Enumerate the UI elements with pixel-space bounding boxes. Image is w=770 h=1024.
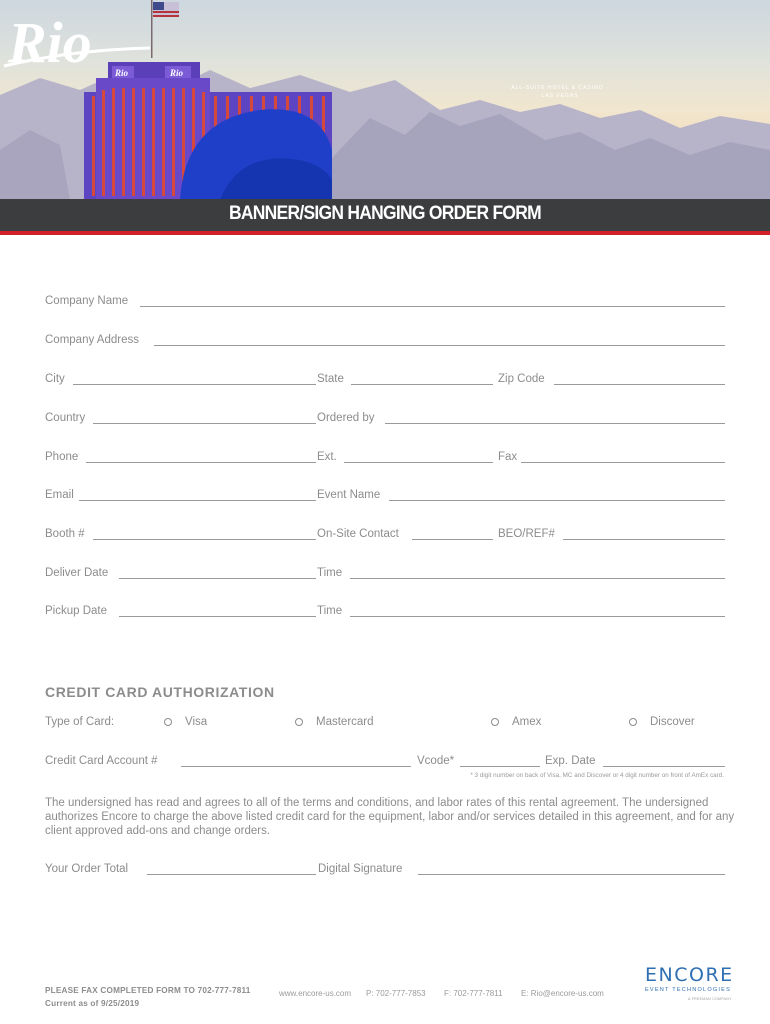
visa-radio[interactable] (164, 718, 172, 726)
digital-signature-field[interactable] (418, 874, 725, 875)
amex-radio[interactable] (491, 718, 499, 726)
fax-instruction: PLEASE FAX COMPLETED FORM TO 702-777-7811 (45, 986, 251, 995)
credit-card-heading: CREDIT CARD AUTHORIZATION (45, 684, 275, 700)
mastercard-radio[interactable] (295, 718, 303, 726)
email-label: Email (45, 489, 74, 501)
zip-code-label: Zip Code (498, 373, 545, 385)
encore-logo: ENCORE (645, 964, 734, 986)
state-label: State (317, 373, 344, 385)
event-name-label: Event Name (317, 489, 381, 501)
website-link[interactable]: www.encore-us.com (279, 989, 352, 998)
order-total-field[interactable] (147, 874, 316, 875)
header-photo (0, 0, 770, 200)
encore-parent-company: A FREEMAN COMPANY (688, 997, 732, 1001)
discover-label: Discover (650, 716, 695, 728)
order-total-label: Your Order Total (45, 863, 129, 875)
pickup-date-field[interactable] (119, 616, 316, 617)
svg-text:Rio: Rio (170, 68, 184, 78)
footer-phone: P: 702-777-7853 (366, 989, 426, 998)
deliver-time-label: Time (317, 567, 343, 579)
phone-field[interactable] (86, 462, 316, 463)
exp-date-field[interactable] (603, 766, 725, 767)
ordered-by-label: Ordered by (317, 412, 375, 424)
encore-logo-subtitle: EVENT TECHNOLOGIES (645, 987, 732, 993)
logo-tagline: ALL-SUITE HOTEL & CASINO · LAS VEGAS (511, 85, 609, 99)
zip-code-field[interactable] (554, 384, 725, 385)
footer-email[interactable]: E: Rio@encore-us.com (521, 989, 604, 998)
beo-ref-label: BEO/REF# (498, 528, 555, 540)
exp-date-label: Exp. Date (545, 755, 596, 767)
pickup-time-label: Time (317, 605, 343, 617)
country-field[interactable] (93, 423, 316, 424)
deliver-date-label: Deliver Date (45, 567, 109, 579)
pickup-time-field[interactable] (350, 616, 725, 617)
event-name-field[interactable] (389, 500, 725, 501)
type-of-card-label: Type of Card: (45, 716, 115, 728)
vcode-footnote: * 3 digit number on back of Visa, MC and Discover or 4 digit number on front of AmEx card. (470, 772, 724, 779)
svg-text:Rio: Rio (8, 10, 92, 75)
fax-field[interactable] (521, 462, 725, 463)
company-name-label: Company Name (45, 295, 129, 307)
ordered-by-field[interactable] (385, 423, 725, 424)
country-label: Country (45, 412, 86, 424)
email-field[interactable] (79, 500, 316, 501)
title-bar (0, 199, 770, 231)
vcode-label: Vcode* (417, 755, 455, 767)
footer-fax: F: 702-777-7811 (444, 989, 503, 998)
onsite-contact-label: On-Site Contact (317, 528, 399, 540)
beo-ref-field[interactable] (563, 539, 725, 540)
card-account-field[interactable] (181, 766, 411, 767)
state-field[interactable] (351, 384, 493, 385)
fax-label: Fax (498, 451, 518, 463)
authorization-paragraph: The undersigned has read and agrees to all of the terms and conditions, and labor rates of this rental agreement. The undersigned authorizes Encore to charge the above listed credit card for the equipment, labor and/or services detailed in this agreement, and for any client approved add-ons and change orders. (45, 797, 735, 837)
card-account-label: Credit Card Account # (45, 755, 158, 767)
discover-radio[interactable] (629, 718, 637, 726)
deliver-time-field[interactable] (350, 578, 725, 579)
deliver-date-field[interactable] (119, 578, 316, 579)
onsite-contact-field[interactable] (412, 539, 493, 540)
current-as-of: Current as of 9/25/2019 (45, 999, 140, 1008)
svg-text:Rio: Rio (115, 68, 129, 78)
booth-field[interactable] (93, 539, 316, 540)
ext-label: Ext. (317, 451, 337, 463)
amex-label: Amex (512, 716, 542, 728)
booth-label: Booth # (45, 528, 85, 540)
mastercard-label: Mastercard (316, 716, 374, 728)
city-field[interactable] (73, 384, 316, 385)
company-name-field[interactable] (140, 306, 725, 307)
city-label: City (45, 373, 65, 385)
form-title: BANNER/SIGN HANGING ORDER FORM (229, 203, 541, 224)
pickup-date-label: Pickup Date (45, 605, 108, 617)
company-address-label: Company Address (45, 334, 139, 346)
rio-logo (0, 0, 160, 90)
title-underline (0, 231, 770, 235)
ext-field[interactable] (344, 462, 493, 463)
visa-label: Visa (185, 716, 208, 728)
digital-signature-label: Digital Signature (318, 863, 403, 875)
vcode-field[interactable] (460, 766, 540, 767)
company-address-field[interactable] (154, 345, 725, 346)
phone-label: Phone (45, 451, 79, 463)
